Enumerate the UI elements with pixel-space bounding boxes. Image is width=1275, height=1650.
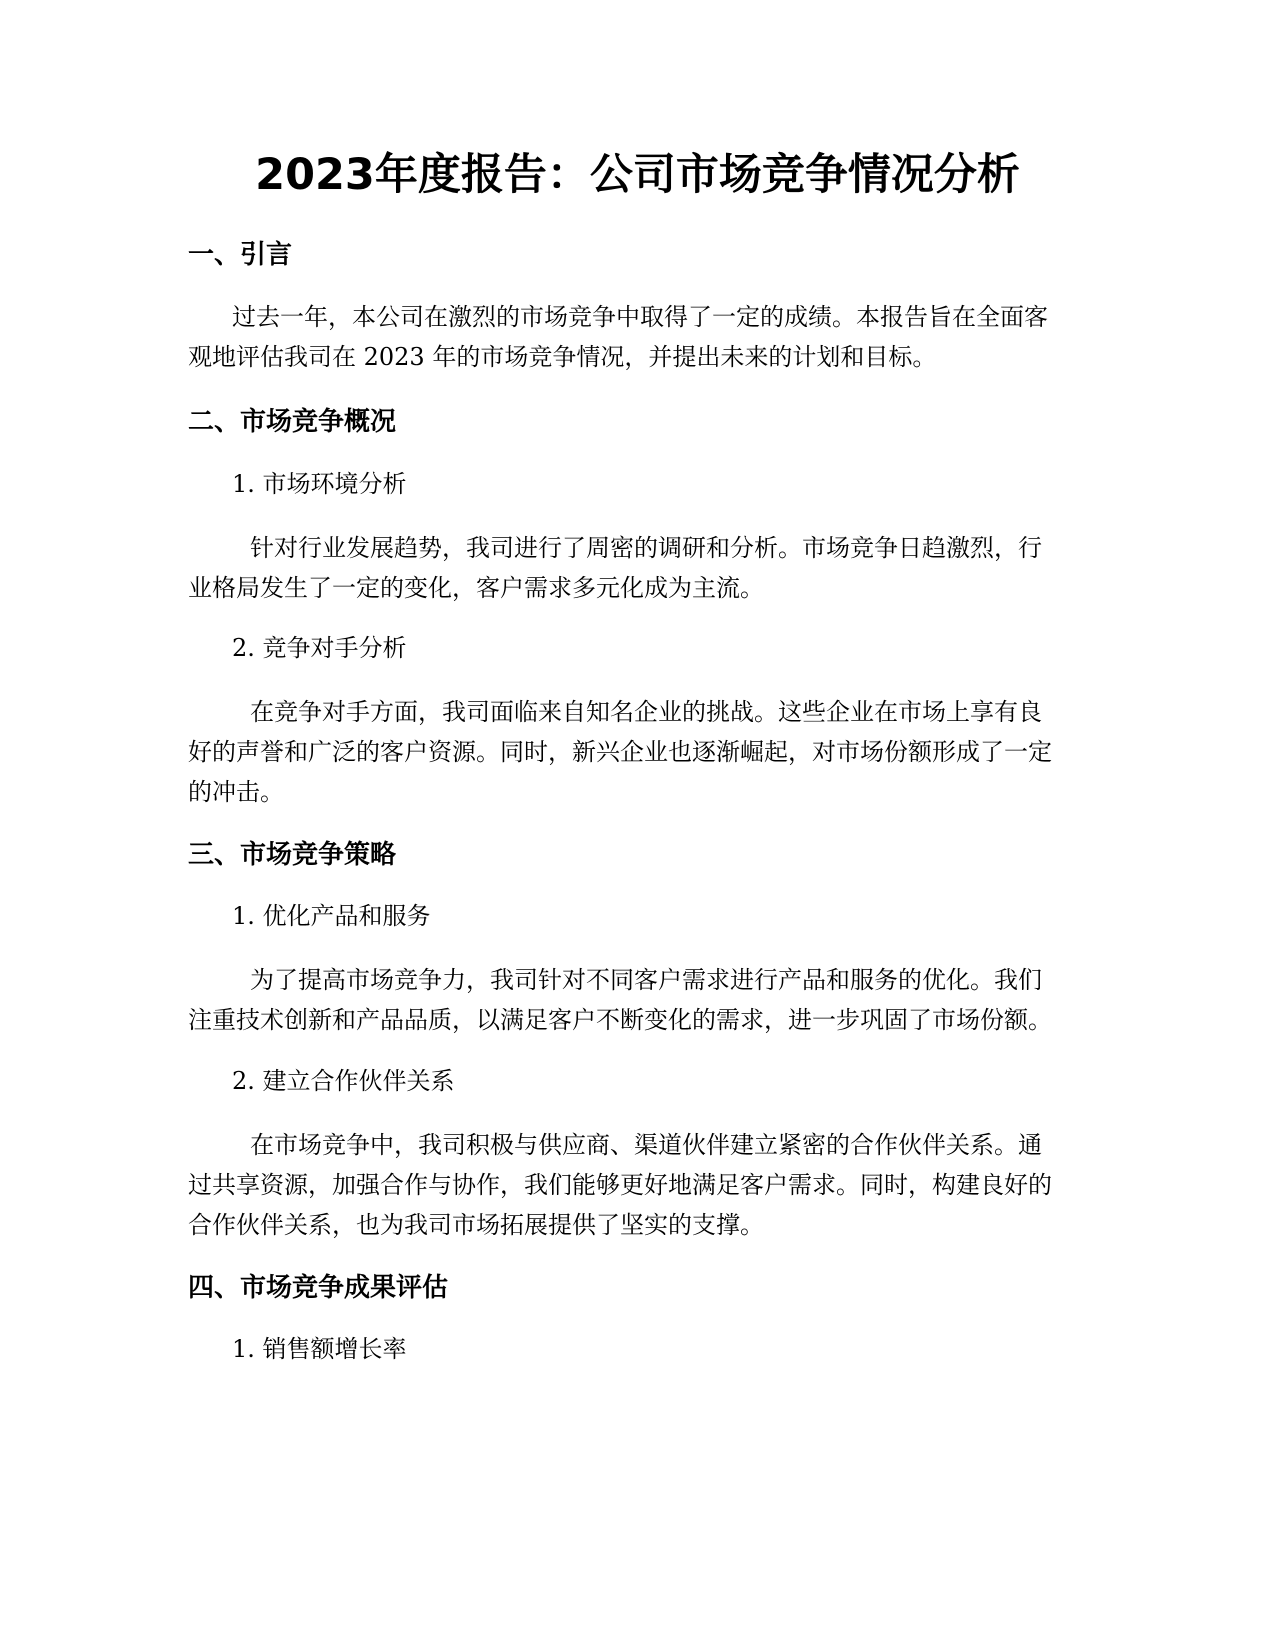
subsection-title-sales-growth: 1. 销售额增长率 xyxy=(232,1335,407,1363)
paragraph-line: 注重技术创新和产品品质，以满足客户不断变化的需求，进一步巩固了市场份额。 xyxy=(188,1006,1052,1034)
section-heading-results-evaluation: 四、市场竞争成果评估 xyxy=(188,1273,449,1303)
subsection-title-market-environment: 1. 市场环境分析 xyxy=(232,470,407,498)
paragraph-line: 过共享资源，加强合作与协作，我们能够更好地满足客户需求。同时，构建良好的 xyxy=(188,1171,1052,1199)
paragraph-competitor-analysis xyxy=(188,692,1088,812)
paragraph-line: 观地评估我司在 2023 年的市场竞争情况，并提出未来的计划和目标。 xyxy=(188,343,937,371)
subsection-title-competitor-analysis: 2. 竞争对手分析 xyxy=(232,634,407,662)
paragraph-partnerships xyxy=(188,1125,1088,1245)
paragraph-line: 好的声誉和广泛的客户资源。同时，新兴企业也逐渐崛起，对市场份额形成了一定 xyxy=(188,738,1052,766)
paragraph-line: 的冲击。 xyxy=(188,778,284,806)
paragraph-line: 为了提高市场竞争力，我司针对不同客户需求进行产品和服务的优化。我们 xyxy=(250,966,1042,994)
paragraph-line: 过去一年，本公司在激烈的市场竞争中取得了一定的成绩。本报告旨在全面客 xyxy=(232,303,1048,331)
paragraph-line: 业格局发生了一定的变化，客户需求多元化成为主流。 xyxy=(188,574,764,602)
paragraph-line: 合作伙伴关系，也为我司市场拓展提供了坚实的支撑。 xyxy=(188,1211,764,1239)
section-heading-competition-strategy: 三、市场竞争策略 xyxy=(188,840,397,870)
paragraph-line: 在竞争对手方面，我司面临来自知名企业的挑战。这些企业在市场上享有良 xyxy=(250,698,1042,726)
subsection-title-partnerships: 2. 建立合作伙伴关系 xyxy=(232,1067,455,1095)
subsection-title-optimize-products: 1. 优化产品和服务 xyxy=(232,902,431,930)
section-heading-market-overview: 二、市场竞争概况 xyxy=(188,407,397,437)
paragraph-intro xyxy=(188,297,1088,377)
paragraph-line: 在市场竞争中，我司积极与供应商、渠道伙伴建立紧密的合作伙伴关系。通 xyxy=(250,1131,1042,1159)
paragraph-line: 针对行业发展趋势，我司进行了周密的调研和分析。市场竞争日趋激烈，行 xyxy=(250,534,1042,562)
section-heading-intro: 一、引言 xyxy=(188,240,293,270)
paragraph-market-environment xyxy=(188,528,1088,608)
document-title: 2023年度报告：公司市场竞争情况分析 xyxy=(255,150,1020,200)
paragraph-optimize-products xyxy=(188,960,1088,1040)
